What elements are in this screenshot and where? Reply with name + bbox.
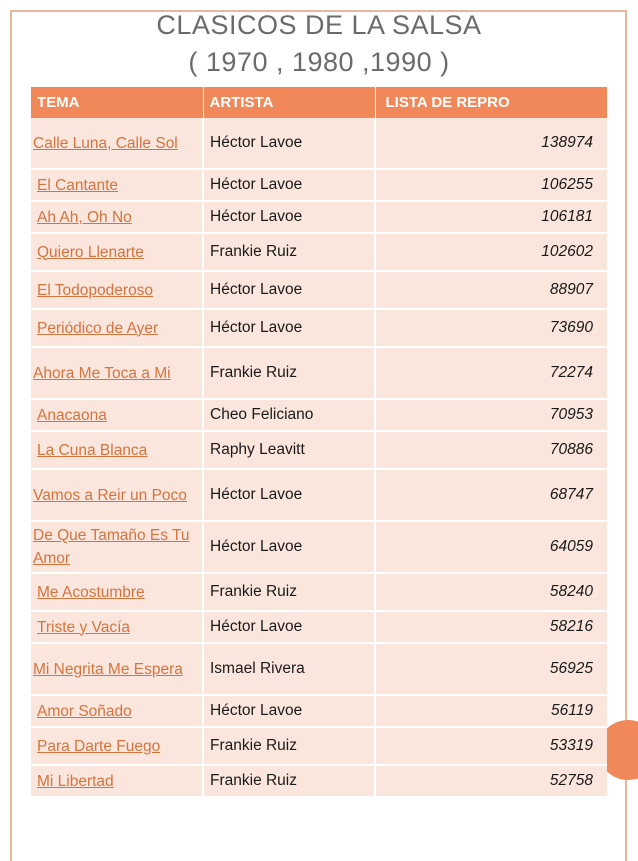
song-title-link[interactable]: Anacaona bbox=[31, 399, 203, 431]
artist-cell: Raphy Leavitt bbox=[203, 431, 375, 469]
table-row bbox=[31, 611, 607, 643]
slide-subtitle: ( 1970 , 1980 ,1990 ) bbox=[188, 47, 450, 77]
song-title-link[interactable]: Me Acostumbre bbox=[31, 573, 203, 611]
table-row bbox=[31, 233, 607, 271]
artist-cell: Héctor Lavoe bbox=[203, 271, 375, 309]
song-title-link[interactable]: Triste y Vacía bbox=[31, 611, 203, 643]
artist-cell: Frankie Ruiz bbox=[203, 573, 375, 611]
artist-cell: Héctor Lavoe bbox=[203, 695, 375, 727]
song-title-link[interactable]: Mi Negrita Me Espera bbox=[31, 643, 203, 695]
songs-table bbox=[31, 87, 607, 798]
plays-cell: 53319 bbox=[375, 727, 607, 765]
artist-cell: Héctor Lavoe bbox=[203, 521, 375, 573]
artist-cell: Héctor Lavoe bbox=[203, 169, 375, 201]
table-row bbox=[31, 431, 607, 469]
plays-cell: 106255 bbox=[375, 169, 607, 201]
song-title-link[interactable]: Periódico de Ayer bbox=[31, 309, 203, 347]
plays-cell: 73690 bbox=[375, 309, 607, 347]
song-title-link[interactable]: Ah Ah, Oh No bbox=[31, 201, 203, 233]
song-title-link[interactable]: Vamos a Reir un Poco bbox=[31, 469, 203, 521]
plays-cell: 56925 bbox=[375, 643, 607, 695]
table-header-row bbox=[31, 87, 607, 118]
artist-cell: Cheo Feliciano bbox=[203, 399, 375, 431]
table-row bbox=[31, 118, 607, 169]
header-artista: ARTISTA bbox=[203, 87, 375, 118]
plays-cell: 68747 bbox=[375, 469, 607, 521]
song-title-link[interactable]: Para Darte Fuego bbox=[31, 727, 203, 765]
plays-cell: 102602 bbox=[375, 233, 607, 271]
table-row bbox=[31, 201, 607, 233]
table-row bbox=[31, 695, 607, 727]
artist-cell: Héctor Lavoe bbox=[203, 469, 375, 521]
song-title-link[interactable]: Calle Luna, Calle Sol bbox=[31, 118, 203, 169]
song-title-link[interactable]: El Todopoderoso bbox=[31, 271, 203, 309]
artist-cell: Frankie Ruiz bbox=[203, 727, 375, 765]
header-tema: TEMA bbox=[31, 87, 203, 118]
table-row bbox=[31, 521, 607, 573]
song-title-link[interactable]: Mi Libertad bbox=[31, 765, 203, 797]
artist-cell: Héctor Lavoe bbox=[203, 118, 375, 169]
song-title-link[interactable]: Ahora Me Toca a Mi bbox=[31, 347, 203, 399]
plays-cell: 52758 bbox=[375, 765, 607, 797]
table-row bbox=[31, 347, 607, 399]
artist-cell: Frankie Ruiz bbox=[203, 233, 375, 271]
header-lista: LISTA DE REPRO bbox=[375, 87, 607, 118]
song-title-link[interactable]: El Cantante bbox=[31, 169, 203, 201]
plays-cell: 138974 bbox=[375, 118, 607, 169]
table-row bbox=[31, 765, 607, 797]
artist-cell: Héctor Lavoe bbox=[203, 201, 375, 233]
artist-cell: Frankie Ruiz bbox=[203, 765, 375, 797]
table-row bbox=[31, 727, 607, 765]
plays-cell: 56119 bbox=[375, 695, 607, 727]
plays-cell: 88907 bbox=[375, 271, 607, 309]
table-row bbox=[31, 271, 607, 309]
song-title-link[interactable]: La Cuna Blanca bbox=[31, 431, 203, 469]
plays-cell: 64059 bbox=[375, 521, 607, 573]
plays-cell: 58216 bbox=[375, 611, 607, 643]
song-title-link[interactable]: De Que Tamaño Es Tu Amor bbox=[31, 521, 203, 573]
plays-cell: 58240 bbox=[375, 573, 607, 611]
song-title-link[interactable]: Quiero Llenarte bbox=[31, 233, 203, 271]
artist-cell: Ismael Rivera bbox=[203, 643, 375, 695]
artist-cell: Héctor Lavoe bbox=[203, 611, 375, 643]
plays-cell: 70886 bbox=[375, 431, 607, 469]
table-row bbox=[31, 643, 607, 695]
table-row bbox=[31, 469, 607, 521]
table-row bbox=[31, 399, 607, 431]
plays-cell: 70953 bbox=[375, 399, 607, 431]
artist-cell: Héctor Lavoe bbox=[203, 309, 375, 347]
table-row bbox=[31, 169, 607, 201]
table-row bbox=[31, 573, 607, 611]
table-row bbox=[31, 309, 607, 347]
plays-cell: 106181 bbox=[375, 201, 607, 233]
song-title-link[interactable]: Amor Soñado bbox=[31, 695, 203, 727]
plays-cell: 72274 bbox=[375, 347, 607, 399]
artist-cell: Frankie Ruiz bbox=[203, 347, 375, 399]
slide-title: CLASICOS DE LA SALSA bbox=[156, 10, 482, 40]
